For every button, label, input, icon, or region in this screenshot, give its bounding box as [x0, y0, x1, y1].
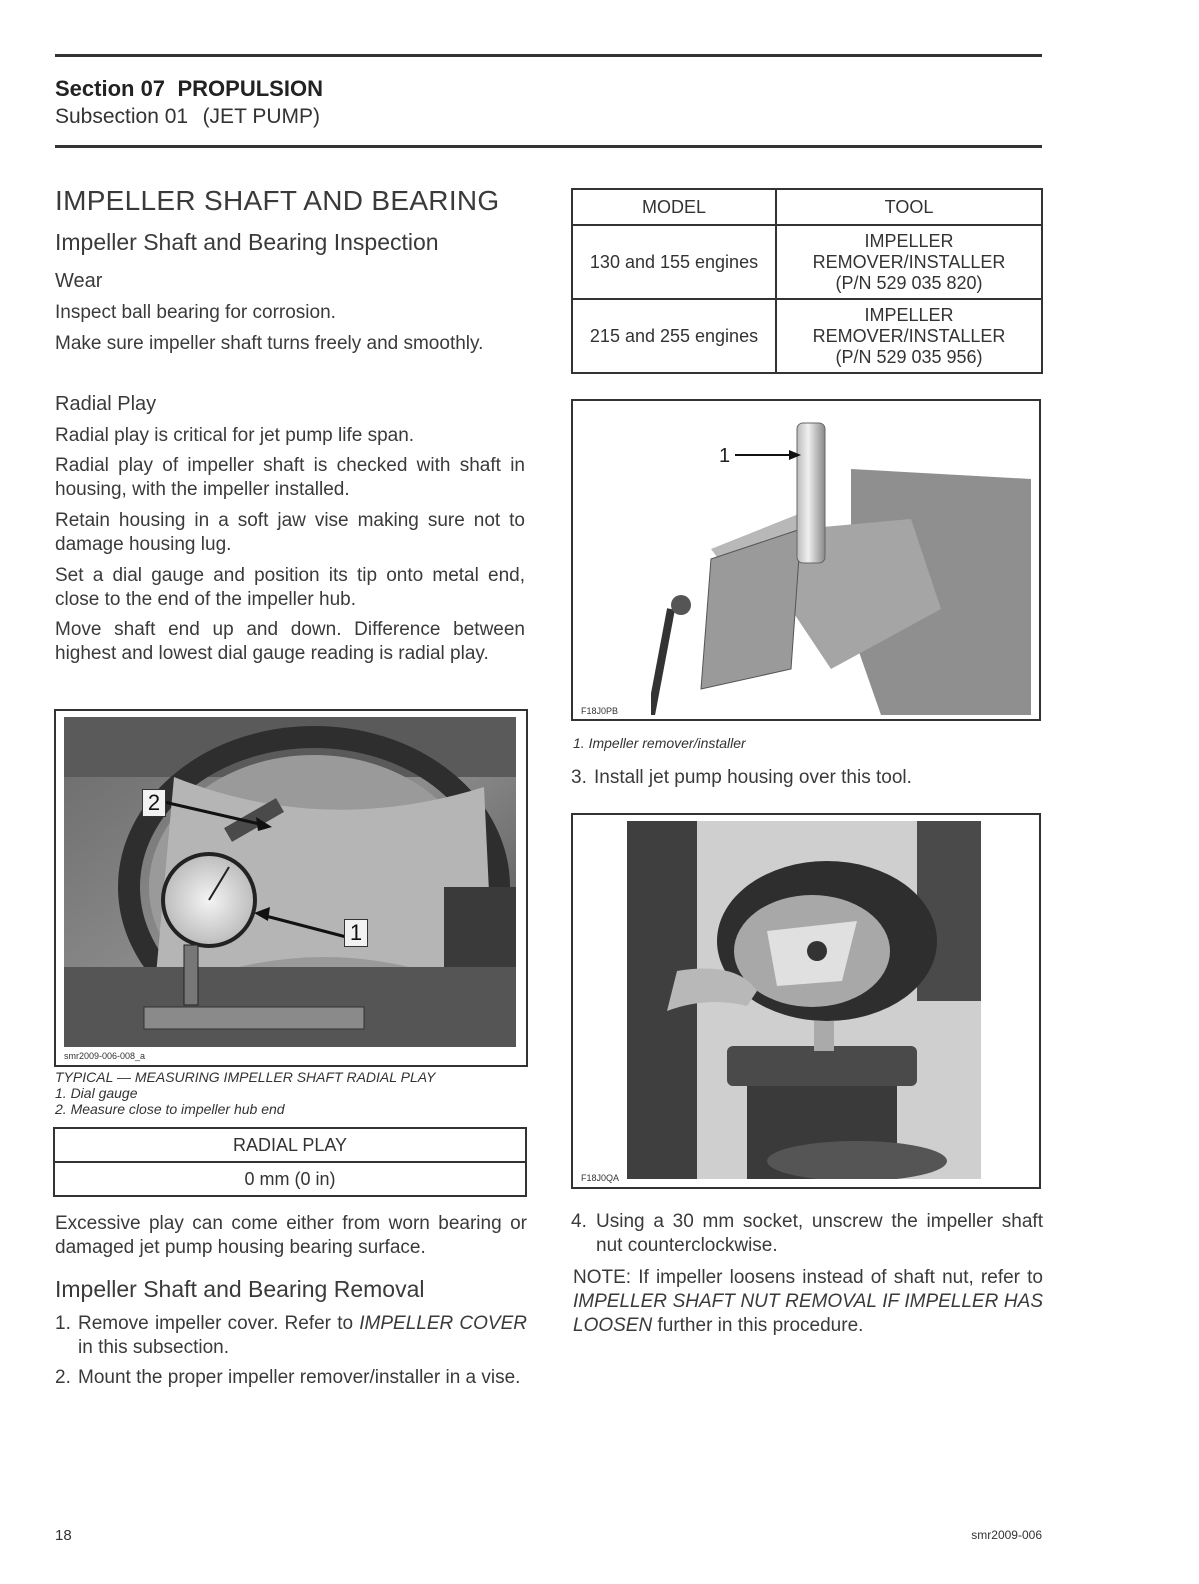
wear-paragraph-2: Make sure impeller shaft turns freely and smoothly. [55, 333, 484, 354]
tool-row-2-line-2: REMOVER/INSTALLER [812, 325, 1006, 346]
tool-row-1-line-3: (P/N 529 035 820) [835, 272, 983, 293]
dial-gauge-illustration [64, 717, 516, 1047]
tool-row-1-line-1: IMPELLER [864, 230, 954, 251]
subsection-name: (JET PUMP) [202, 105, 321, 128]
step-1-text [78, 1312, 527, 1360]
radial-play-value: 0 mm (0 in) [54, 1162, 526, 1196]
tool-row-2-line-3: (P/N 529 035 956) [835, 346, 983, 367]
step-3-text: Install jet pump housing over this tool. [594, 767, 912, 788]
radial-play-heading: Radial Play [55, 393, 157, 415]
wear-heading: Wear [55, 270, 103, 292]
step-2 [55, 1366, 527, 1390]
housing-illustration [627, 821, 981, 1179]
tool-table-row-1-tool [776, 225, 1042, 299]
step-4-text: Using a 30 mm socket, unscrew the impeller shaft nut counterclockwise. [596, 1211, 1043, 1256]
tool-row-2-line-1: IMPELLER [864, 304, 954, 325]
callout-2: 2 [142, 789, 166, 817]
main-heading: IMPELLER SHAFT AND BEARING [55, 185, 500, 216]
figure-housing-install [571, 813, 1041, 1189]
figure-tool-in-vise [571, 399, 1041, 721]
figure-radial-play [54, 709, 528, 1067]
section-name: PROPULSION [177, 76, 323, 101]
radial-paragraph-1: Radial play is critical for jet pump life span. [55, 425, 415, 446]
page-number: 18 [55, 1527, 72, 1544]
photo-dial-gauge [64, 717, 516, 1047]
photo-housing-install [627, 821, 981, 1179]
inspection-heading: Impeller Shaft and Bearing Inspection [55, 229, 439, 255]
step-2-number: 2. [55, 1367, 71, 1388]
excess-play-paragraph: Excessive play can come either from worn bearing or damaged jet pump housing bearing surface. [55, 1213, 527, 1258]
document-code: smr2009-006 [971, 1528, 1042, 1542]
note-label: NOTE: [573, 1267, 632, 1288]
tool-table-row-2-model: 215 and 255 engines [572, 299, 776, 373]
radial-paragraph-4: Set a dial gauge and position its tip onto metal end, close to the end of the impeller hub. [55, 565, 525, 610]
radial-paragraph-2: Radial play of impeller shaft is checked with shaft in housing, with the impeller installed. [55, 455, 525, 500]
tool-row-1-line-2: REMOVER/INSTALLER [812, 251, 1006, 272]
radial-paragraph-3: Retain housing in a soft jaw vise making sure not to damage housing lug. [55, 510, 525, 555]
removal-heading: Impeller Shaft and Bearing Removal [55, 1276, 425, 1302]
tool-table-tool-header: TOOL [776, 189, 1042, 225]
note-paragraph [573, 1266, 1043, 1338]
callout-1: 1 [344, 919, 368, 947]
figure-code: smr2009-006-008_a [64, 1051, 146, 1061]
step-1-reference: IMPELLER COVER [359, 1313, 527, 1334]
vise-illustration [651, 409, 1031, 715]
note-reference: IMPELLER SHAFT NUT REMOVAL IF IMPELLER HAS LOOSEN [573, 1291, 1043, 1336]
tool-table-row-1-model: 130 and 155 engines [572, 225, 776, 299]
figure-caption-1: 1. Dial gauge [55, 1085, 138, 1101]
step-1 [55, 1312, 527, 1360]
fig2-caption-1: 1. Impeller remover/installer [573, 735, 746, 751]
step-2-text: Mount the proper impeller remover/installer in a vise. [78, 1367, 521, 1388]
tool-table-row-2-tool [776, 299, 1042, 373]
section-label: Section 07 [55, 76, 166, 101]
note-text-b: further in this procedure. [652, 1315, 864, 1336]
header-bottom-rule [55, 145, 1042, 148]
fig2-callout-arrow [733, 445, 803, 465]
fig2-callout-1: 1 [719, 445, 731, 467]
step-1-text-a: Remove impeller cover. Refer to [78, 1313, 360, 1334]
tool-table-model-header: MODEL [572, 189, 776, 225]
header-top-rule [55, 54, 1042, 57]
fig2-code: F18J0PB [581, 706, 619, 716]
step-4 [571, 1210, 1043, 1258]
step-3 [571, 766, 1043, 790]
photo-tool-in-vise [651, 409, 1031, 715]
step-4-number: 4. [571, 1211, 587, 1232]
figure-caption-2: 2. Measure close to impeller hub end [55, 1101, 285, 1117]
section-heading [55, 76, 323, 102]
radial-play-table [53, 1127, 527, 1197]
radial-play-header: RADIAL PLAY [54, 1128, 526, 1162]
step-1-number: 1. [55, 1313, 71, 1334]
radial-paragraph-5: Move shaft end up and down. Difference between highest and lowest dial gauge reading is radial play. [55, 619, 525, 664]
note-text-a: If impeller loosens instead of shaft nut, refer to [631, 1267, 1043, 1288]
tool-table [571, 188, 1043, 374]
fig3-code: F18J0QA [581, 1173, 620, 1183]
subsection-label: Subsection 01 [55, 105, 189, 128]
step-1-text-b: in this subsection. [78, 1337, 230, 1358]
subsection-heading [55, 105, 320, 129]
step-3-number: 3. [571, 767, 587, 788]
figure-caption-title: TYPICAL — MEASURING IMPELLER SHAFT RADIAL PLAY [55, 1069, 436, 1085]
wear-paragraph-1: Inspect ball bearing for corrosion. [55, 302, 336, 323]
